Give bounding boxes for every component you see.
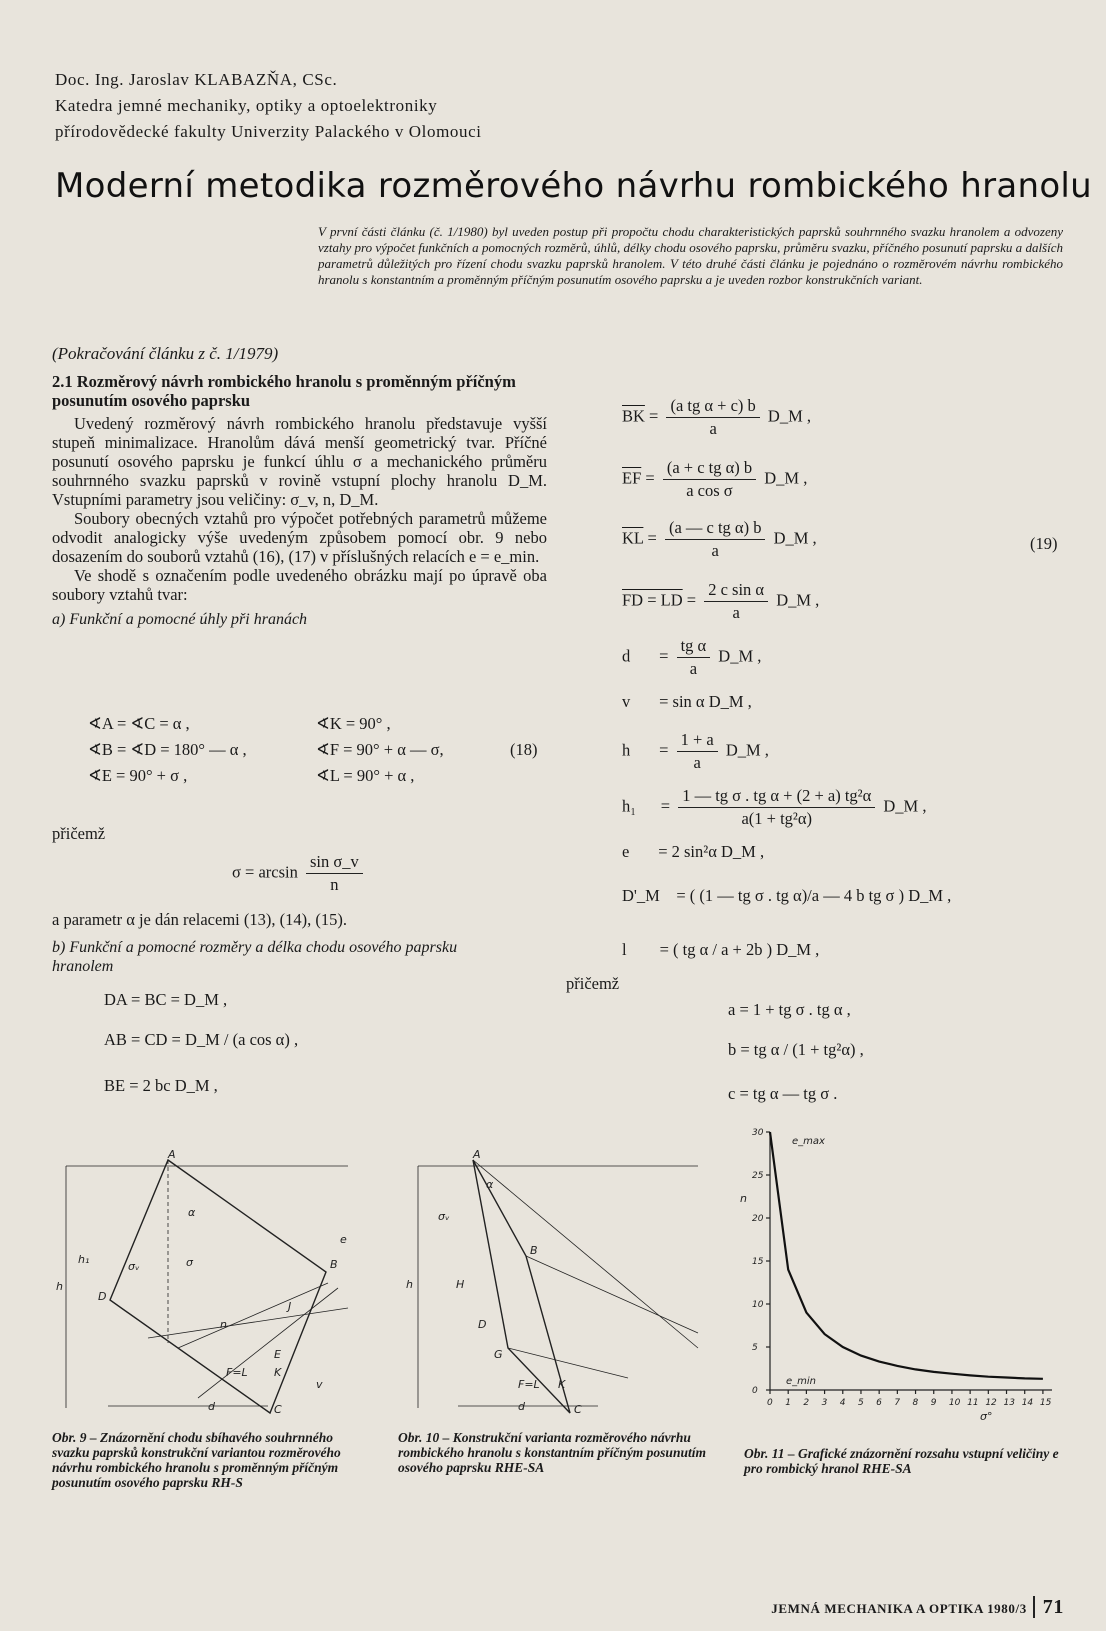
y-axis-label: n bbox=[740, 1192, 747, 1205]
equation-number: (18) bbox=[510, 740, 538, 759]
angle-eq: ∢E = 90° + σ , bbox=[88, 766, 188, 785]
figure-10-caption: Obr. 10 – Konstrukční varianta rozměrového návrhu rombického hranolu s konstantním příčným posunutím osového paprsku RHE-SA bbox=[398, 1430, 706, 1475]
x-tick-label: 11 bbox=[967, 1398, 979, 1408]
label-h: h bbox=[406, 1278, 413, 1291]
label-D: D bbox=[98, 1290, 107, 1303]
abstract: V první části článku (č. 1/1980) byl uveden postup při propočtu chodu charakteristických paprsků souhrnného svazku hranolem a odvozeny vztahy pro výpočet funkčních a pomocných rozměrů, úhlů, délky chodu osového paprsku, průměru svazku, příčného posunutí paprsku a dalších parametrů důležitých pro řízení chodu svazku paprsků hranolem. V této druhé části článku je pojednáno o rozměrovém návrhu rombického hranolu s konstantním a proměnným příčným posunutím osového paprsku a je uveden rozbor konstrukčních variant. bbox=[318, 224, 1063, 287]
author-name: Doc. Ing. Jaroslav KLABAZŇA, CSc. bbox=[55, 70, 338, 89]
label-B: B bbox=[530, 1244, 538, 1257]
x-tick-label: 5 bbox=[857, 1398, 864, 1408]
article-title: Moderní metodika rozměrového návrhu rombického hranolu bbox=[55, 166, 1093, 206]
label-emax: e_max bbox=[792, 1136, 825, 1147]
x-tick-label: 12 bbox=[985, 1398, 997, 1408]
label-e: e bbox=[340, 1233, 347, 1246]
eq19-row: $\overline{BK}$ = $\frac{\text{(a tg α + c) b}}{a}$ D_M , bbox=[622, 396, 811, 438]
y-tick-label: 25 bbox=[752, 1171, 764, 1181]
x-tick-label: 4 bbox=[839, 1398, 846, 1408]
dim-eq: BE = 2 bc D_M , bbox=[104, 1076, 218, 1095]
eq19-row: v = sin α D_M , bbox=[622, 692, 752, 711]
sigma-den: n bbox=[330, 875, 339, 894]
label-v: v bbox=[316, 1378, 323, 1391]
paragraph: Uvedený rozměrový návrh rombického hranolu představuje vyšší stupeň minimalizace. Hranolům dává menší geometrický tvar. Příčné posunutí osového paprsku je funkcí úhlu σ a mechanického průměru souhrnného svazku paprsků v rovině vstupní plochy hranolu D_M. Vstupními parametry jsou veličiny: σ_v, n, D_M. bbox=[52, 414, 547, 509]
label-h: h bbox=[56, 1280, 63, 1293]
x-tick-label: 1 bbox=[785, 1398, 791, 1408]
paragraph: Ve shodě s označením podle uvedeného obrázku mají po úpravě oba soubory vztahů tvar: bbox=[52, 566, 547, 604]
x-tick-label: 8 bbox=[912, 1398, 919, 1408]
journal-name: JEMNÁ MECHANIKA A OPTIKA 1980/3 bbox=[771, 1601, 1027, 1616]
param-text: a parametr α je dán relacemi (13), (14), (15). bbox=[52, 910, 347, 929]
left-column bbox=[52, 372, 547, 629]
x-tick-label: 15 bbox=[1039, 1398, 1052, 1408]
aux-eq: b = tg α / (1 + tg²α) , bbox=[728, 1040, 864, 1059]
label-G: G bbox=[494, 1348, 503, 1361]
paragraph: Soubory obecných vztahů pro výpočet potřebných parametrů můžeme odvodit analogicky výše uvedeným způsobem pomocí obr. 9 nebo dosazením do souborů vztahů (16), (17) v příslušných relacích e = e_min. bbox=[52, 509, 547, 566]
x-tick-label: 2 bbox=[803, 1398, 810, 1408]
dim-eq: AB = CD = D_M / (a cos α) , bbox=[104, 1030, 299, 1049]
eq19-row: FD = LD = $\frac{\text{2 c sin α}}{a}$ D_M , bbox=[622, 580, 820, 622]
x-axis-label: σ° bbox=[980, 1410, 993, 1422]
x-tick-label: 13 bbox=[1003, 1398, 1015, 1408]
pricemz-label: přičemž bbox=[566, 974, 620, 993]
angle-eq: ∢K = 90° , bbox=[316, 714, 391, 733]
label-d: d bbox=[518, 1400, 525, 1413]
sigma-lhs: σ = arcsin bbox=[232, 862, 298, 882]
label-J: J bbox=[288, 1300, 292, 1313]
label-C: C bbox=[274, 1403, 282, 1416]
aux-eq: c = tg α — tg σ . bbox=[728, 1084, 838, 1103]
y-tick-label: 20 bbox=[752, 1214, 764, 1224]
label-K: K bbox=[274, 1366, 282, 1379]
aux-eq: a = 1 + tg σ . tg α , bbox=[728, 1000, 851, 1019]
label-H: H bbox=[456, 1278, 465, 1291]
angle-eq: ∢F = 90° + α — σ, bbox=[316, 740, 444, 759]
label-A: A bbox=[473, 1148, 481, 1161]
label-alpha: α bbox=[486, 1178, 494, 1191]
y-tick-label: 15 bbox=[752, 1257, 764, 1267]
sigma-num: sin σ_v bbox=[306, 852, 363, 874]
label-FL: F=L bbox=[518, 1378, 540, 1391]
angle-eq: ∢A = ∢C = α , bbox=[88, 714, 190, 733]
label-C: C bbox=[574, 1403, 582, 1416]
section-heading: 2.1 Rozměrový návrh rombického hranolu s proměnným příčným posunutím osového paprsku bbox=[52, 372, 516, 410]
x-tick-label: 3 bbox=[821, 1398, 828, 1408]
pricemz-label: přičemž bbox=[52, 824, 106, 843]
page-footer bbox=[771, 1596, 1064, 1619]
label-sigma: σ bbox=[186, 1256, 193, 1269]
eq19-row: h = $\frac{1 + a}{a}$ D_M , bbox=[622, 730, 769, 772]
label-K: K bbox=[558, 1378, 566, 1391]
label-E: E bbox=[274, 1348, 281, 1361]
y-tick-label: 10 bbox=[752, 1300, 764, 1310]
eq19-row: h₁ = $\frac{\text{1 — tg σ . tg α + (2 + a) tg²α}}{\text{a(1 + tg²α)}}$ D_M , bbox=[622, 786, 927, 828]
author-faculty: přírodovědecké fakulty Univerzity Palackého v Olomouci bbox=[55, 122, 482, 141]
x-tick-label: 0 bbox=[767, 1398, 773, 1408]
y-tick-label: 30 bbox=[752, 1128, 764, 1138]
dim-eq: DA = BC = D_M , bbox=[104, 990, 228, 1009]
eq19-row: l = ( tg α / a + 2b ) D_M , bbox=[622, 940, 820, 959]
series-line bbox=[770, 1132, 1043, 1379]
eq19-row: e = 2 sin²α D_M , bbox=[622, 842, 765, 861]
label-h1: h₁ bbox=[78, 1253, 90, 1266]
x-tick-label: 6 bbox=[876, 1398, 882, 1408]
angle-eq: ∢B = ∢D = 180° — α , bbox=[88, 740, 247, 759]
equation-number: (19) bbox=[1030, 534, 1058, 553]
label-B: B bbox=[330, 1258, 338, 1271]
eq19-row: D'_M = ( (1 — tg σ . tg α)/a — 4 b tg σ ) D_M , bbox=[622, 886, 952, 905]
subheading-a: a) Funkční a pomocné úhly při hranách bbox=[52, 611, 308, 628]
figure-10-diagram bbox=[398, 1148, 714, 1418]
label-sigma-v: σᵥ bbox=[438, 1210, 450, 1223]
label-n: n bbox=[220, 1318, 227, 1331]
x-tick-label: 7 bbox=[894, 1398, 901, 1408]
figure-9-caption: Obr. 9 – Znázornění chodu sbíhavého souhrnného svazku paprsků konstrukční variantou rozměrového návrhu rombického hranolu s proměnným příčným posunutím osového paprsku RH-S bbox=[52, 1430, 341, 1490]
figure-11-chart bbox=[732, 1122, 1072, 1422]
x-tick-label: 9 bbox=[930, 1398, 937, 1408]
eq19-row: d = $\frac{\text{tg α}}{a}$ D_M , bbox=[622, 636, 762, 678]
angle-eq: ∢L = 90° + α , bbox=[316, 766, 415, 785]
label-d: d bbox=[208, 1400, 215, 1413]
continuation-note: (Pokračování článku z č. 1/1979) bbox=[52, 344, 279, 363]
page-number: 71 bbox=[1033, 1596, 1064, 1618]
eq19-row: $\overline{KL}$ = $\frac{\text{(a — c tg α) b}}{a}$ D_M , bbox=[622, 518, 817, 560]
label-A: A bbox=[168, 1148, 176, 1161]
sigma-equation bbox=[232, 852, 367, 895]
eq19-row: $\overline{EF}$ = $\frac{\text{(a + c tg α) b}}{\text{a cos σ}}$ D_M , bbox=[622, 458, 808, 500]
label-D: D bbox=[478, 1318, 487, 1331]
y-tick-label: 0 bbox=[752, 1386, 758, 1396]
label-emin: e_min bbox=[786, 1376, 817, 1387]
x-tick-label: 10 bbox=[948, 1398, 961, 1408]
label-alpha: α bbox=[188, 1206, 196, 1219]
label-sigma-v: σᵥ bbox=[128, 1260, 140, 1273]
figure-9-diagram bbox=[48, 1148, 368, 1418]
subheading-b: b) Funkční a pomocné rozměry a délka chodu osového paprsku hranolem bbox=[52, 939, 458, 975]
author-department: Katedra jemné mechaniky, optiky a optoelektroniky bbox=[55, 96, 438, 115]
figure-11-caption: Obr. 11 – Grafické znázornění rozsahu vstupní veličiny e pro rombický hranol RHE-SA bbox=[744, 1446, 1059, 1476]
label-FL: F=L bbox=[226, 1366, 248, 1379]
x-tick-label: 14 bbox=[1021, 1398, 1034, 1408]
y-tick-label: 5 bbox=[752, 1343, 758, 1353]
